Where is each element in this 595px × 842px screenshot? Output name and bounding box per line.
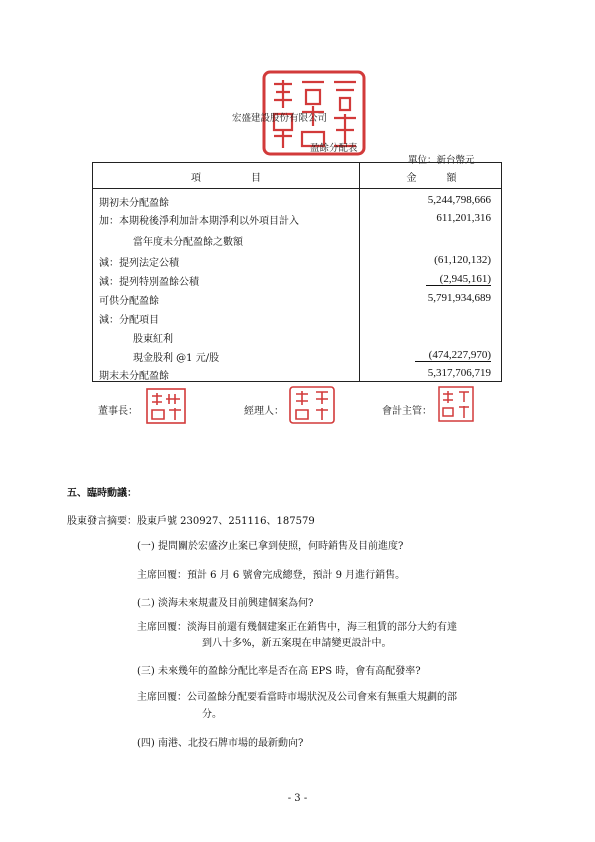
answer-3-line-1: 主席回覆：公司盈餘分配要看當時市場狀況及公司會來有無重大規劃的部 bbox=[137, 692, 457, 703]
row-label: 減：提列特別盈餘公積 bbox=[99, 277, 199, 288]
table-row bbox=[93, 346, 501, 366]
row-label: 減：提列法定公積 bbox=[99, 258, 179, 269]
row-label: 股東紅利 bbox=[133, 334, 173, 345]
company-name: 宏盛建設股份有限公司 bbox=[232, 113, 328, 124]
row-label: 加：本期稅後淨利加計本期淨利以外項目計入 bbox=[99, 216, 299, 227]
row-amount: 5,244,798,666 bbox=[427, 194, 491, 206]
row-label: 當年度未分配盈餘之數額 bbox=[133, 237, 243, 248]
row-label: 期末未分配盈餘 bbox=[99, 371, 169, 382]
row-amount: 5,791,934,689 bbox=[427, 292, 491, 304]
table-row bbox=[93, 364, 501, 384]
question-4: (四) 南港、北投石牌市場的最新動向? bbox=[137, 738, 304, 749]
answer-1-line-1: 主席回覆：預計 6 月 6 號會完成總登，預計 9 月進行銷售。 bbox=[137, 570, 406, 581]
table-header bbox=[93, 163, 501, 189]
answer-2-line-2: 到八十多%，新五案現在申請變更設計中。 bbox=[202, 638, 392, 649]
row-label: 減：分配項目 bbox=[99, 315, 159, 326]
question-1: (一) 提問關於宏盛汐止案已拿到使照，何時銷售及目前進度? bbox=[137, 541, 404, 552]
earnings-distribution-table bbox=[92, 162, 502, 382]
table-row bbox=[93, 230, 501, 250]
row-amount: (474,227,970) bbox=[415, 349, 491, 362]
row-amount: (61,120,132) bbox=[434, 254, 491, 266]
statement-title: 盈餘分配表 bbox=[310, 143, 358, 154]
row-amount: (2,945,161) bbox=[426, 273, 491, 286]
accountant-label: 會計主管： bbox=[382, 406, 432, 417]
chairman-seal-image bbox=[146, 388, 186, 424]
table-row bbox=[93, 308, 501, 328]
manager-seal-image bbox=[289, 386, 335, 424]
answer-2 bbox=[137, 618, 537, 649]
row-label: 可供分配盈餘 bbox=[99, 296, 159, 307]
question-2: (二) 淡海未來規畫及目前興建個案為何? bbox=[137, 598, 314, 609]
answer-3 bbox=[137, 688, 537, 720]
shareholder-summary: 股東發言摘要：股東戶號 230927、251116、187579 bbox=[67, 516, 315, 527]
table-row bbox=[93, 289, 501, 309]
table-row bbox=[93, 251, 501, 271]
answer-1 bbox=[137, 566, 537, 581]
row-amount: 611,201,316 bbox=[436, 212, 491, 224]
page-number: - 3 - bbox=[287, 793, 308, 804]
unit-label: 單位：新台幣元 bbox=[408, 155, 475, 166]
chairman-label: 董事長： bbox=[98, 406, 138, 417]
accountant-seal-image bbox=[438, 386, 474, 422]
answer-3-line-2: 分。 bbox=[202, 709, 222, 720]
manager-label: 經理人： bbox=[244, 406, 284, 417]
table-row bbox=[93, 209, 501, 229]
question-3: (三) 未來幾年的盈餘分配比率是否在高 EPS 時，會有高配發率? bbox=[137, 666, 421, 677]
row-amount: 5,317,706,719 bbox=[427, 367, 491, 379]
table-row bbox=[93, 270, 501, 290]
table-row bbox=[93, 327, 501, 347]
row-label: 現金股利 @1 元/股 bbox=[133, 353, 220, 364]
column-header-item: 項 目 bbox=[191, 173, 261, 184]
section-title: 五、臨時動議： bbox=[67, 488, 137, 499]
answer-2-line-1: 主席回覆：淡海目前還有幾個建案正在銷售中，海三租賃的部分大約有達 bbox=[137, 622, 457, 633]
table-row bbox=[93, 191, 501, 211]
column-header-amount: 金 額 bbox=[406, 173, 457, 184]
row-label: 期初未分配盈餘 bbox=[99, 198, 169, 209]
